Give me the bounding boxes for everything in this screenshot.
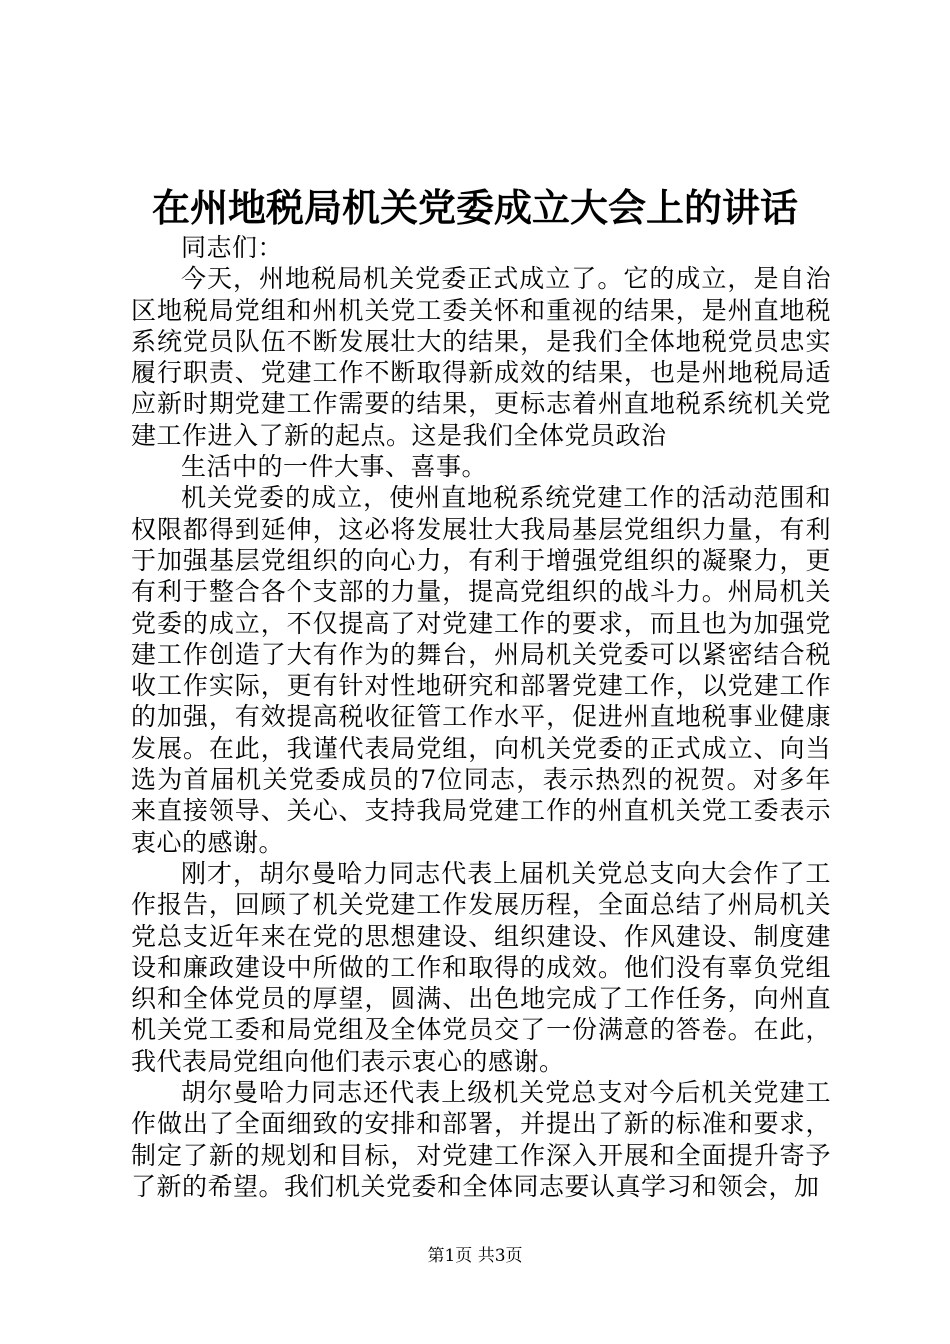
paragraph: 今天，州地税局机关党委正式成立了。它的成立，是自治区地税局党组和州机关党工委关怀和重视的结果，是州直地税系统党员队伍不断发展壮大的结果，是我们全体地税党员忠实履行职责、党建工作不断取得新成效的结果，也是州地税局适应新时期党建工作需要的结果，更标志着州直地税系统机关党建工作进入了新的起点。这是我们全体党员政治 [131,264,831,450]
document-title: 在州地税局机关党委成立大会上的讲话 [151,185,798,230]
document-body [131,232,831,1202]
salutation: 同志们： [181,233,284,262]
paragraph: 胡尔曼哈力同志还代表上级机关党总支对今后机关党建工作做出了全面细致的安排和部署，并提出了新的标准和要求，制定了新的规划和目标，对党建工作深入开展和全面提升寄予了新的希望。我们机关党委和全体同志要认真学习和领会，加 [131,1078,831,1201]
paragraph: 生活中的一件大事、喜事。 [181,452,488,482]
paragraph: 刚才，胡尔曼哈力同志代表上届机关党总支向大会作了工作报告，回顾了机关党建工作发展历程，全面总结了州局机关党总支近年来在党的思想建设、组织建设、作风建设、制度建设和廉政建设中所做的工作和取得的成效。他们没有辜负党组织和全体党员的厚望，圆满、出色地完成了工作任务，向州直机关党工委和局党组及全体党员交了一份满意的答卷。在此，我代表局党组向他们表示衷心的感谢。 [131,858,831,1076]
paragraph: 机关党委的成立，使州直地税系统党建工作的活动范围和权限都得到延伸，这必将发展壮大我局基层党组织力量，有利于加强基层党组织的向心力，有利于增强党组织的凝聚力，更有利于整合各个支部的力量，提高党组织的战斗力。州局机关党委的成立，不仅提高了对党建工作的要求，而且也为加强党建工作创造了大有作为的舞台，州局机关党委可以紧密结合税收工作实际，更有针对性地研究和部署党建工作，以党建工作的加强，有效提高税收征管工作水平，促进州直地税事业健康发展。在此，我谨代表局党组，向机关党委的正式成立、向当选为首届机关党委成员的7位同志，表示热烈的祝贺。对多年来直接领导、关心、支持我局党建工作的州直机关党工委表示衷心的感谢。 [131,483,831,857]
page-number: 第1页 共3页 [427,1246,523,1266]
